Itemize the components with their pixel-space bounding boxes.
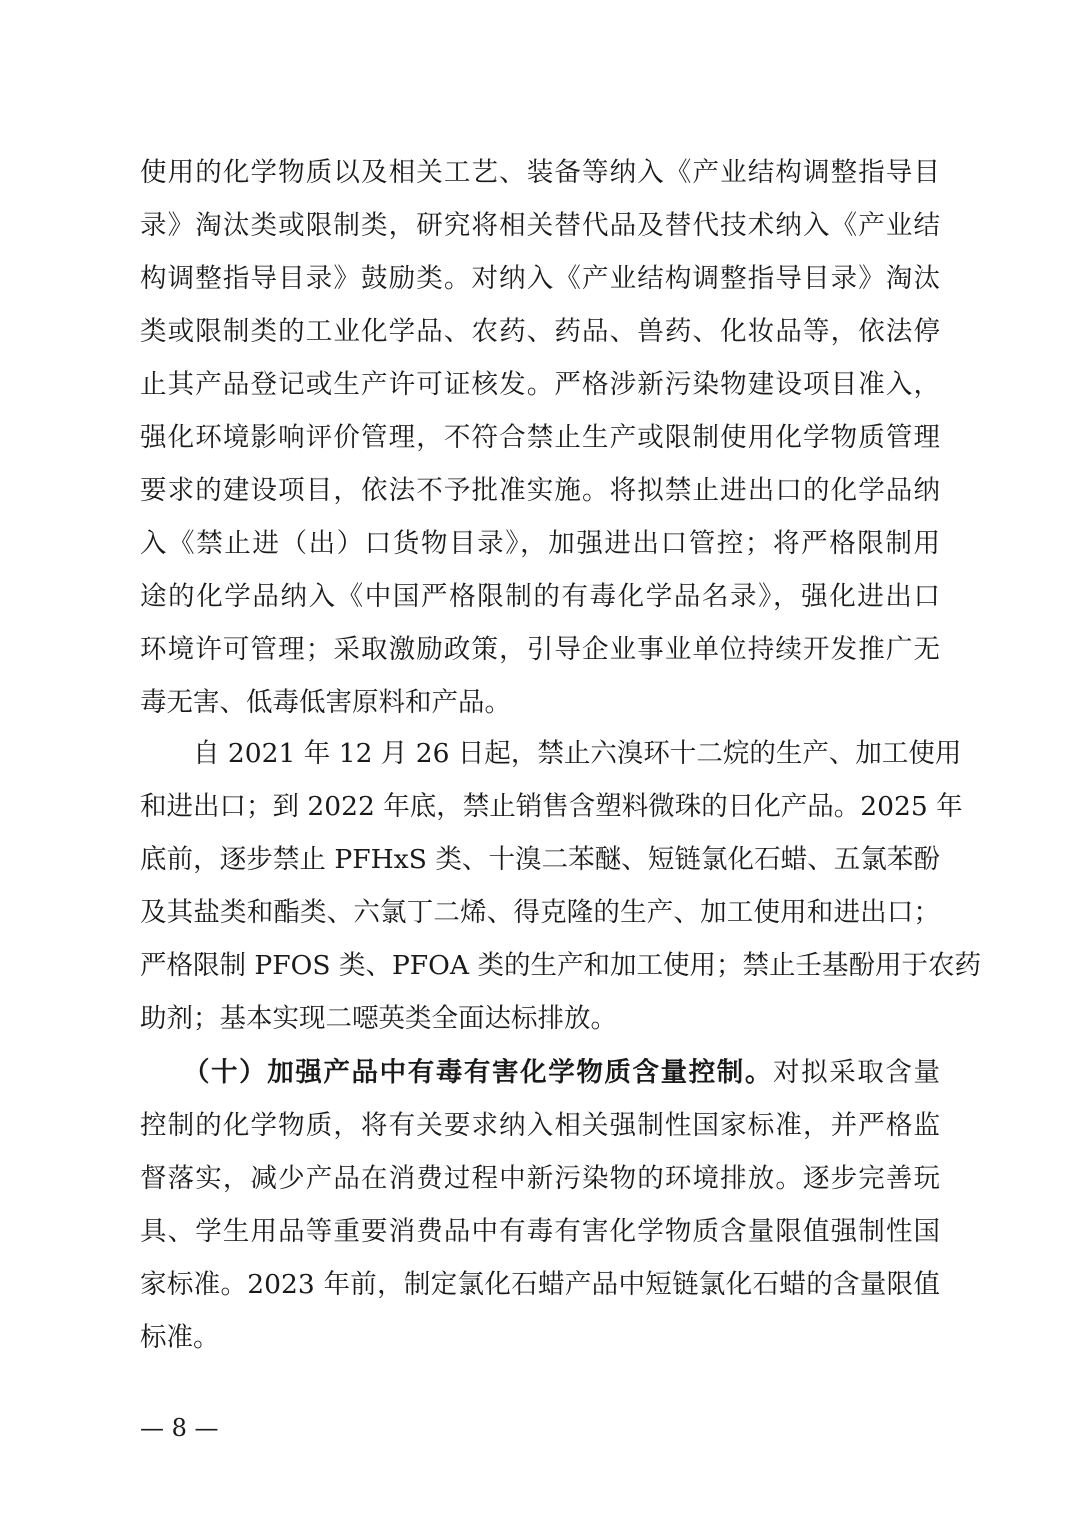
text-line: 途的化学品纳入《中国严格限制的有毒化学品名录》，强化进出口 <box>140 581 940 612</box>
paragraph-deadlines <box>140 727 981 1045</box>
section-heading-tail: 对拟采取含量 <box>773 1057 941 1088</box>
text-line: 构调整指导目录》鼓励类。对纳入《产业结构调整指导目录》淘汰 <box>140 263 940 294</box>
section-ten <box>140 1046 940 1364</box>
text-line: 控制的化学物质，将有关要求纳入相关强制性国家标准，并严格监 <box>140 1110 940 1141</box>
section-heading-line <box>140 1046 940 1099</box>
paragraph-continuation <box>140 146 940 729</box>
text-line: 底前，逐步禁止 PFHxS 类、十溴二苯醚、短链氯化石蜡、五氯苯酚 <box>140 844 940 875</box>
text-line: 标准。 <box>140 1322 220 1353</box>
text-line: 入《禁止进（出）口货物目录》，加强进出口管控；将严格限制用 <box>140 528 940 559</box>
text-line: 要求的建设项目，依法不予批准实施。将拟禁止进出口的化学品纳 <box>140 475 940 506</box>
text-line: 具、学生用品等重要消费品中有毒有害化学物质含量限值强制性国 <box>140 1216 940 1247</box>
text-line: 类或限制类的工业化学品、农药、药品、兽药、化妆品等，依法停 <box>140 316 940 347</box>
text-line: 强化环境影响评价管理，不符合禁止生产或限制使用化学物质管理 <box>140 422 940 453</box>
text-line: 毒无害、低毒低害原料和产品。 <box>140 687 511 718</box>
page-number: — 8 — <box>140 1414 219 1442</box>
text-line: 严格限制 PFOS 类、PFOA 类的生产和加工使用；禁止壬基酚用于农药 <box>140 950 981 981</box>
text-line: 使用的化学物质以及相关工艺、装备等纳入《产业结构调整指导目 <box>140 157 940 188</box>
text-line: 督落实，减少产品在消费过程中新污染物的环境排放。逐步完善玩 <box>140 1163 940 1194</box>
text-line: 和进出口；到 2022 年底，禁止销售含塑料微珠的日化产品。2025 年 <box>140 791 963 822</box>
section-heading: （十）加强产品中有毒有害化学物质含量控制。 <box>140 1057 774 1088</box>
text-line: 止其产品登记或生产许可证核发。严格涉新污染物建设项目准入， <box>140 369 940 400</box>
text-line: 家标准。2023 年前，制定氯化石蜡产品中短链氯化石蜡的含量限值 <box>140 1269 940 1300</box>
text-line: 自 2021 年 12 月 26 日起，禁止六溴环十二烷的生产、加工使用 <box>140 738 962 769</box>
text-line: 录》淘汰类或限制类，研究将相关替代品及替代技术纳入《产业结 <box>140 210 940 241</box>
text-line: 环境许可管理；采取激励政策，引导企业事业单位持续开发推广无 <box>140 634 940 665</box>
text-line: 助剂；基本实现二噁英类全面达标排放。 <box>140 1003 617 1034</box>
text-line: 及其盐类和酯类、六氯丁二烯、得克隆的生产、加工使用和进出口； <box>140 897 940 928</box>
